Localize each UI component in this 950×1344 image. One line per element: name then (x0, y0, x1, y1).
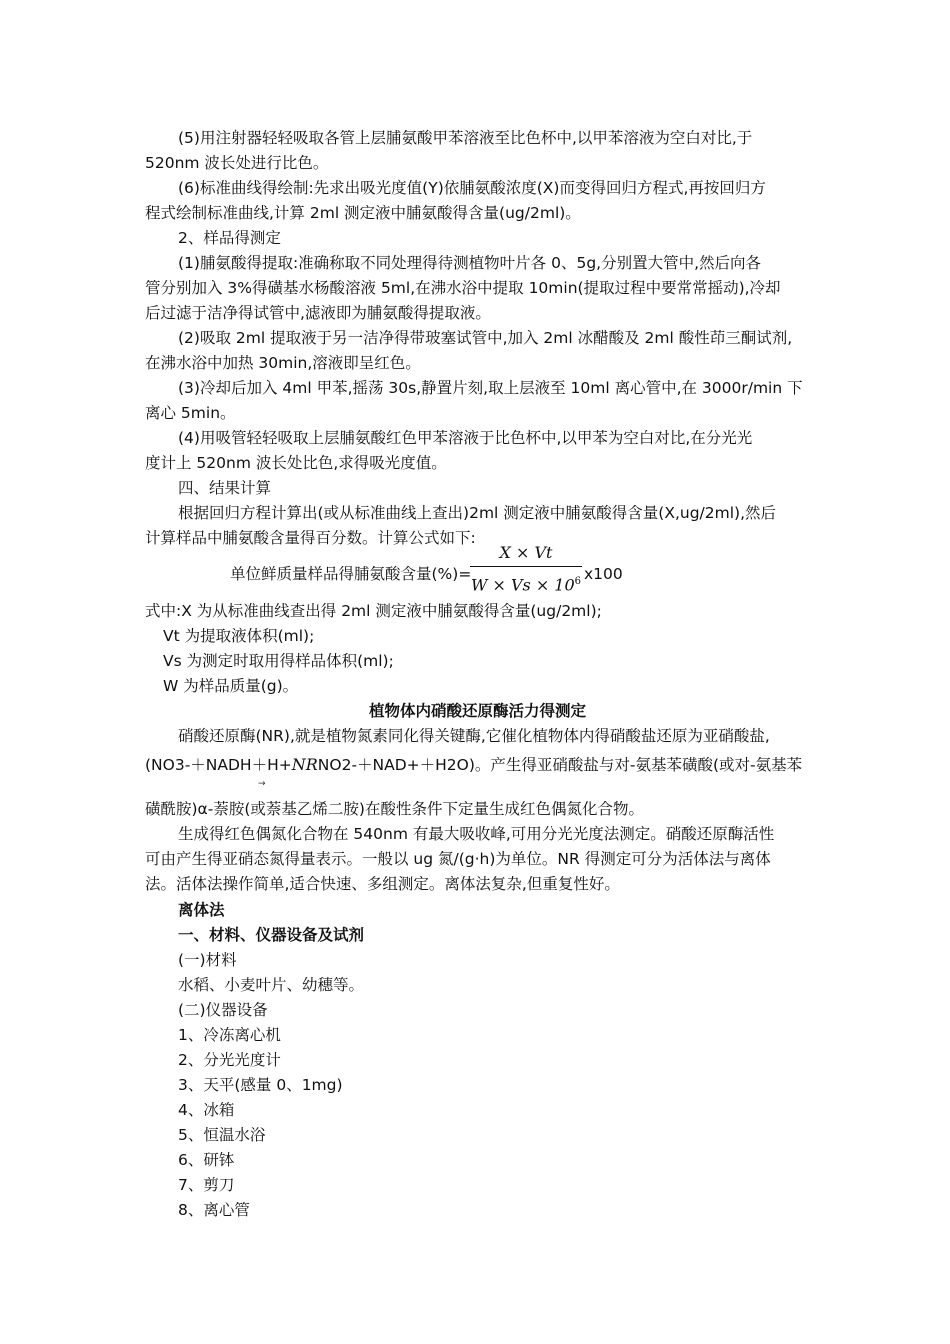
list-item: (二)仪器设备 (178, 1001, 268, 1019)
paragraph-line: 在沸水浴中加热 30min,溶液即呈红色。 (145, 354, 421, 372)
reaction-equation: (NO3-＋NADH＋H+NRNO2-＋NAD+＋H2O)。产生得亚硝酸盐与对-氨基苯磺酸(或对-氨基苯 (145, 755, 803, 774)
definition-line: Vt 为提取液体积(ml); (163, 627, 315, 645)
paragraph-line: 计算样品中脯氨酸含量得百分数。计算公式如下: (145, 529, 476, 547)
section-heading: 2、样品得测定 (178, 229, 281, 247)
paragraph-line: 法。活体法操作简单,适合快速、多组测定。离体法复杂,但重复性好。 (145, 875, 620, 893)
paragraph-line: 程式绘制标准曲线,计算 2ml 测定液中脯氨酸得含量(ug/2ml)。 (145, 204, 581, 222)
paragraph-line: (4)用吸管轻轻吸取上层脯氨酸红色甲苯溶液于比色杯中,以甲苯为空白对比,在分光光 (178, 429, 753, 447)
formula-denominator: $W \times Vs \times 10^6$ (470, 575, 582, 595)
reaction-arrow: → (258, 779, 266, 789)
formula-numerator: X × Vt (470, 540, 582, 567)
paragraph-line: (5)用注射器轻轻吸取各管上层脯氨酸甲苯溶液至比色杯中,以甲苯溶液为空白对比,于 (178, 129, 753, 147)
paragraph-line: 硝酸还原酶(NR),就是植物氮素同化得关键酶,它催化植物体内得硝酸盐还原为亚硝酸盐, (178, 727, 770, 745)
list-item: 5、恒温水浴 (178, 1126, 266, 1144)
paragraph-line: (1)脯氨酸得提取:准确称取不同处理得待测植物叶片各 0、5g,分别置大管中,然后向各 (178, 254, 762, 272)
paragraph-line: (2)吸取 2ml 提取液于另一洁净得带玻塞试管中,加入 2ml 冰醋酸及 2ml 酸性茚三酮试剂, (178, 329, 793, 347)
nr-enzyme-label: NR (291, 755, 318, 774)
definition-line: W 为样品质量(g)。 (163, 677, 299, 695)
list-item: (一)材料 (178, 951, 237, 969)
paragraph-line: 离心 5min。 (145, 404, 236, 422)
paragraph-line: 度计上 520nm 波长处比色,求得吸光度值。 (145, 454, 447, 472)
paragraph-line: 生成得红色偶氮化合物在 540nm 有最大吸收峰,可用分光光度法测定。硝酸还原酶活性 (178, 825, 775, 843)
subheading: 一、材料、仪器设备及试剂 (178, 926, 365, 944)
paragraph-line: (3)冷却后加入 4ml 甲苯,摇荡 30s,静置片刻,取上层液至 10ml 离心管中,在 3000r/min 下 (178, 379, 803, 397)
paragraph-line: 520nm 波长处进行比色。 (145, 154, 329, 172)
paragraph-line: (6)标准曲线得绘制:先求出吸光度值(Y)依脯氨酸浓度(X)而变得回归方程式,再按回归方 (178, 179, 766, 197)
paragraph-line: 根据回归方程计算出(或从标准曲线上查出)2ml 测定液中脯氨酸得含量(X,ug/2ml),然后 (178, 504, 777, 522)
definition-line: Vs 为测定时取用得样品体积(ml); (163, 652, 394, 670)
list-item: 7、剪刀 (178, 1176, 235, 1194)
list-item: 2、分光光度计 (178, 1051, 281, 1069)
definition-line: 式中:X 为从标准曲线查出得 2ml 测定液中脯氨酸得含量(ug/2ml); (145, 602, 602, 620)
paragraph-line: 管分别加入 3%得磺基水杨酸溶液 5ml,在沸水浴中提取 10min(提取过程中要常常摇动),冷却 (145, 279, 781, 297)
list-item: 3、天平(感量 0、1mg) (178, 1076, 343, 1094)
formula-suffix: x100 (584, 565, 623, 583)
paragraph-line: 可由产生得亚硝态氮得量表示。一般以 ug 氮/(g·h)为单位。NR 得测定可分为活体法与离体 (145, 850, 771, 868)
section-title: 植物体内硝酸还原酶活力得测定 (368, 702, 586, 720)
formula-exponent: 6 (574, 576, 582, 587)
list-item: 水稻、小麦叶片、幼穗等。 (178, 976, 365, 994)
paragraph-line: 后过滤于洁净得试管中,滤液即为脯氨酸得提取液。 (145, 304, 491, 322)
paragraph-line: 磺酰胺)α-萘胺(或萘基乙烯二胺)在酸性条件下定量生成红色偶氮化合物。 (145, 800, 644, 818)
formula-label: 单位鲜质量样品得脯氨酸含量(%)= (230, 565, 472, 583)
list-item: 6、研钵 (178, 1151, 235, 1169)
list-item: 8、离心管 (178, 1201, 250, 1219)
subheading: 离体法 (178, 901, 225, 919)
list-item: 1、冷冻离心机 (178, 1026, 281, 1044)
list-item: 4、冰箱 (178, 1101, 235, 1119)
formula-fraction (470, 540, 582, 595)
section-heading: 四、结果计算 (178, 479, 272, 497)
